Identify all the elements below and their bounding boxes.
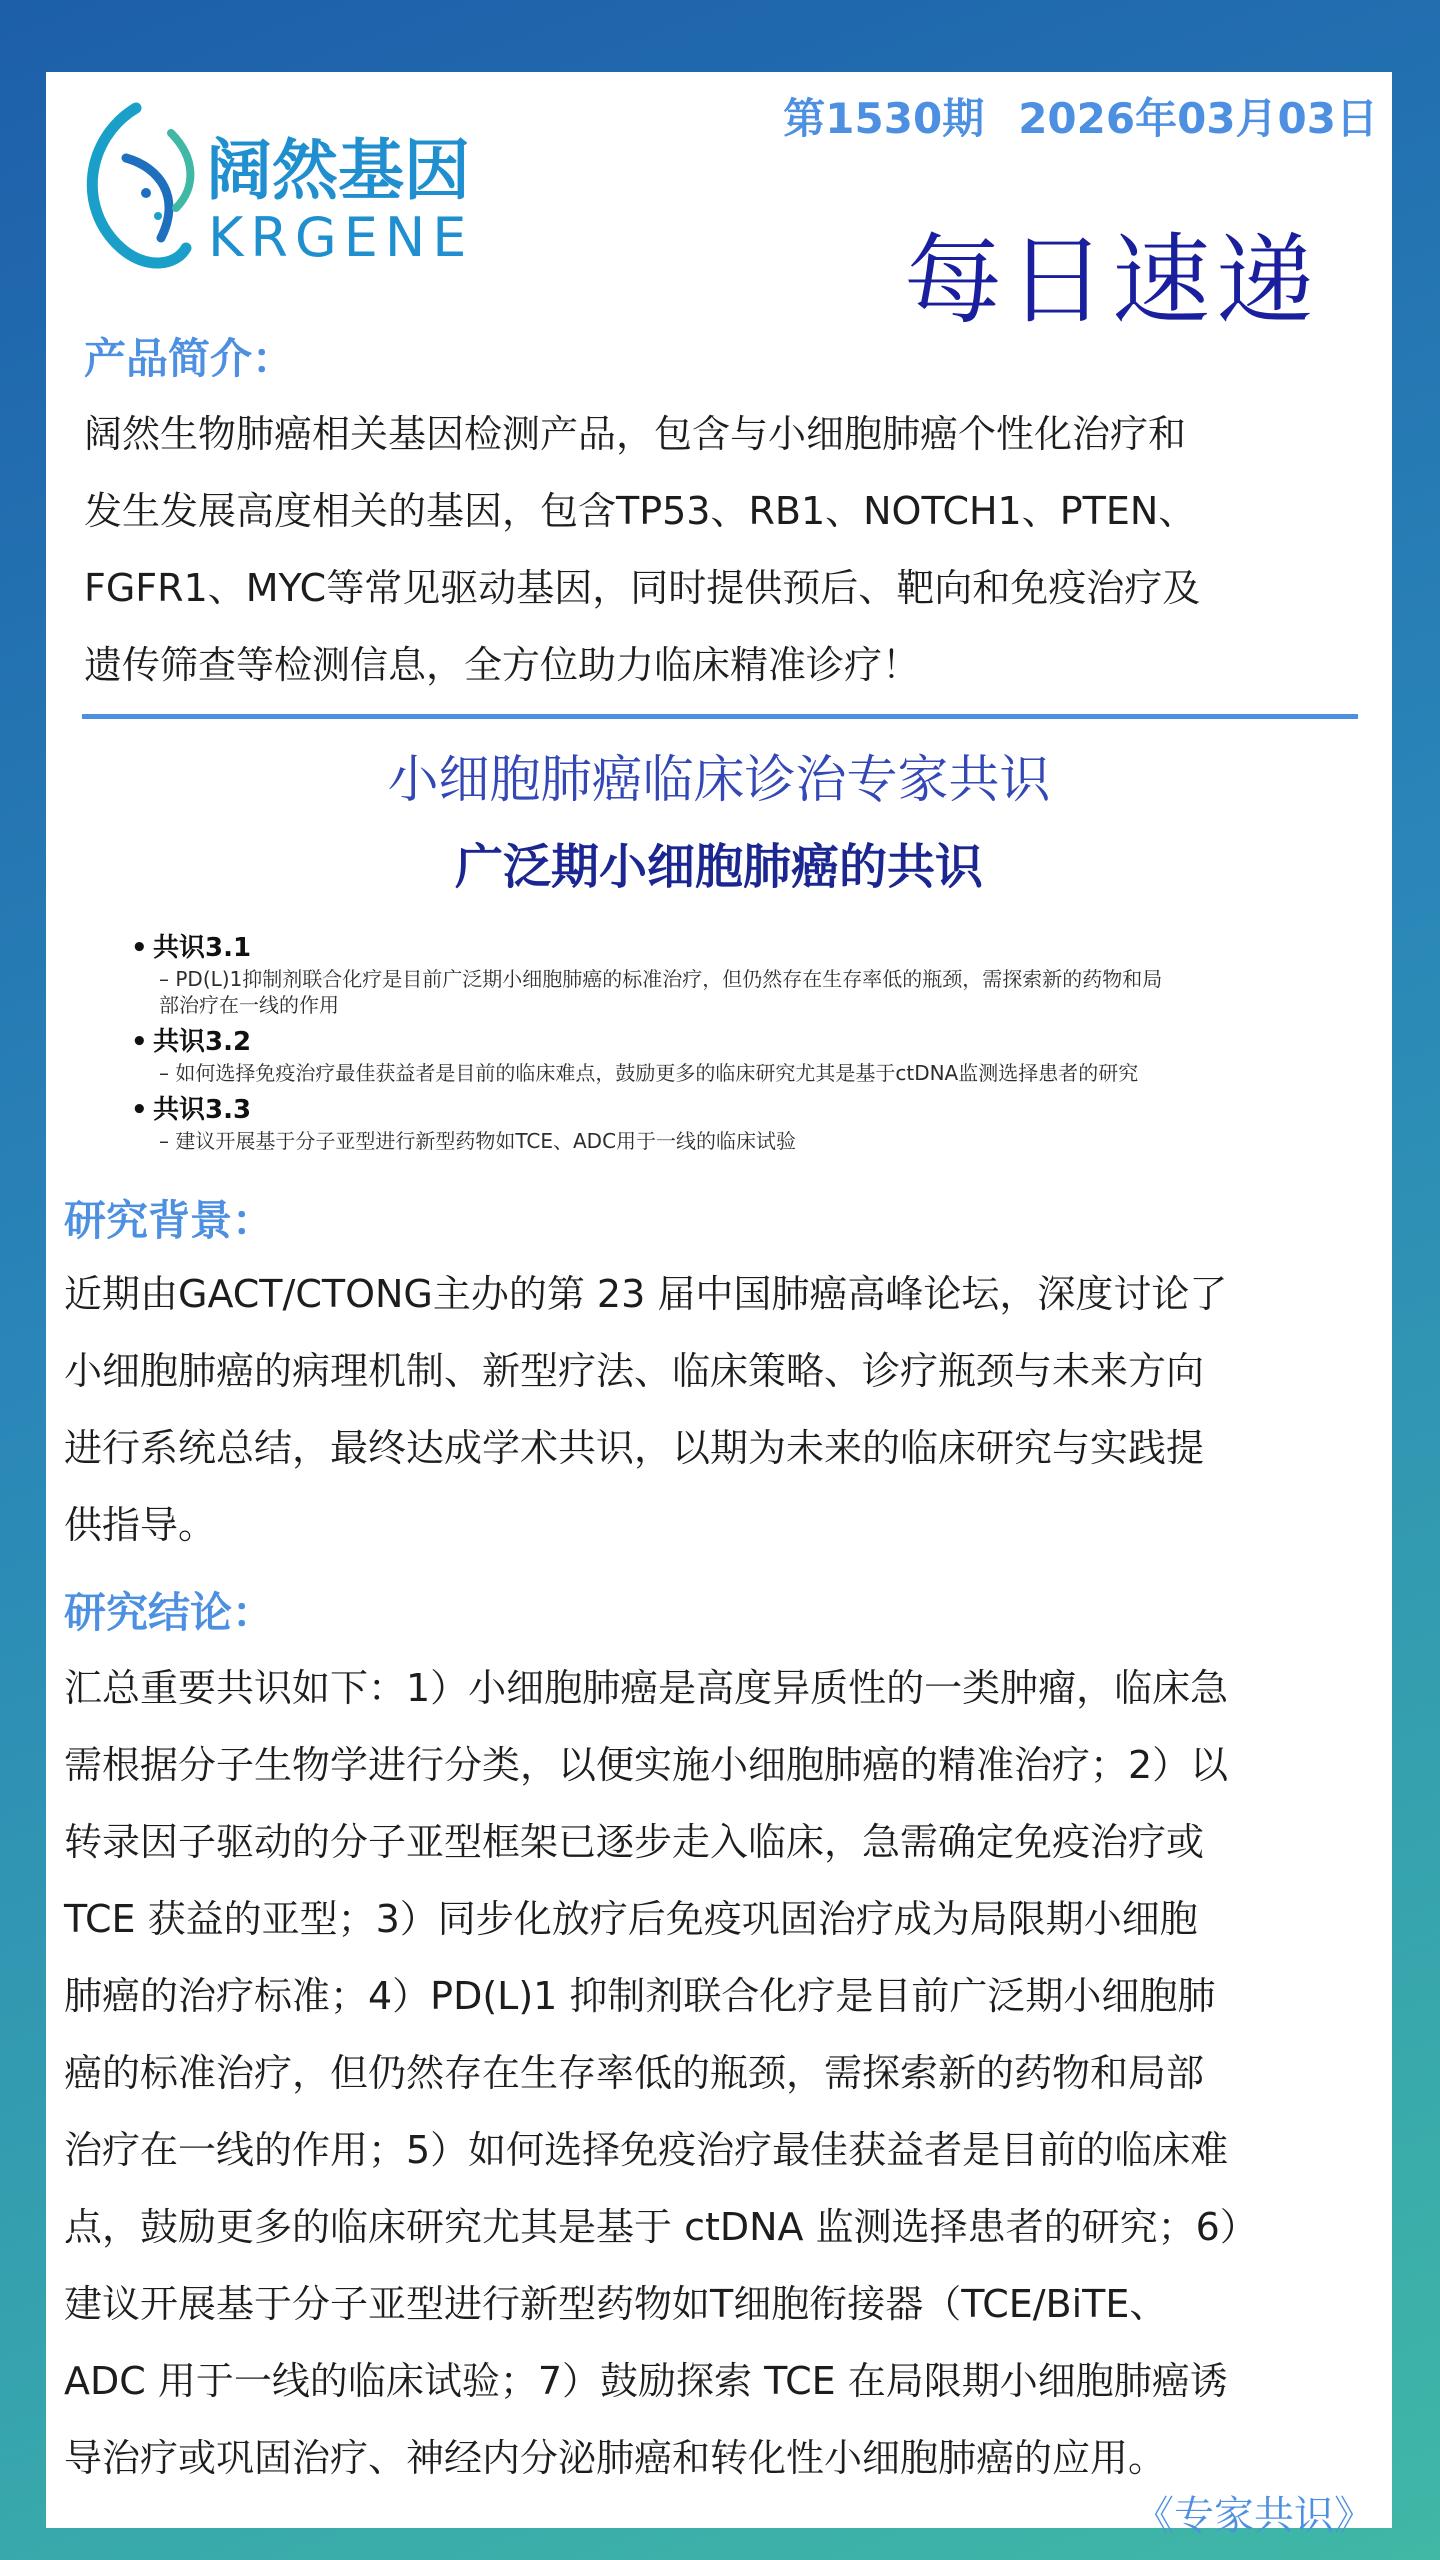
issue-info [783,86,1378,146]
intro-line: FGFR1、MYC等常见驱动基因，同时提供预后、靶向和免疫治疗及 [84,566,1201,610]
conclusion-line: 建议开展基于分子亚型进行新型药物如T细胞衔接器（TCE/BiTE、 [64,2282,1168,2326]
bullet-icon: • [131,933,148,963]
background-line: 供指导。 [64,1503,217,1547]
logo-en-text: KRGENE [208,206,474,269]
conclusion-line: 癌的标准治疗，但仍然存在生存率低的瓶颈，需探索新的药物和局部 [64,2051,1205,2095]
issue-number: 第1530期 [783,94,985,143]
consensus-subtitle: 广泛期小细胞肺癌的共识 [454,839,983,895]
section-divider [82,714,1358,719]
conclusion-line: 汇总重要共识如下：1）小细胞肺癌是高度异质性的一类肿瘤，临床急 [64,1666,1229,1710]
source-label: 《专家共识》 [1134,2493,1374,2539]
conclusion-line: 转录因子驱动的分子亚型框架已逐步走入临床，急需确定免疫治疗或 [64,1820,1205,1864]
consensus-list [131,930,1331,1160]
intro-paragraph [84,396,1200,704]
consensus-item-text: 部治疗在一线的作用 [159,993,339,1017]
intro-line: 遗传筛查等检测信息，全方位助力临床精准诊疗！ [84,643,921,687]
background-paragraph [64,1256,1227,1564]
bullet-icon: • [131,1027,148,1057]
consensus-item-text: – 如何选择免疫治疗最佳获益者是目前的临床难点，鼓励更多的临床研究尤其是基于ctDNA监测选择患者的研究 [159,1061,1139,1085]
conclusion-paragraph [64,1650,1258,2497]
consensus-item-text: – 建议开展基于分子亚型进行新型药物如TCE、ADC用于一线的临床试验 [159,1129,797,1153]
conclusion-heading: 研究结论： [64,1588,275,1637]
newsletter-card [46,72,1392,2539]
conclusion-line: 治疗在一线的作用；5）如何选择免疫治疗最佳获益者是目前的临床难 [64,2128,1229,2172]
background-line: 进行系统总结，最终达成学术共识，以期为未来的临床研究与实践提 [64,1426,1205,1470]
conclusion-line: TCE 获益的亚型；3）同步化放疗后免疫巩固治疗成为局限期小细胞 [64,1897,1198,1941]
intro-line: 阔然生物肺癌相关基因检测产品，包含与小细胞肺癌个性化治疗和 [84,412,1187,456]
consensus-item-title: 共识3.2 [153,1027,252,1057]
conclusion-line: 需根据分子生物学进行分类，以便实施小细胞肺癌的精准治疗；2）以 [64,1743,1229,1787]
issue-date: 2026年03月03日 [1018,94,1378,143]
logo-cn-text: 阔然基因 [206,132,470,209]
background-line: 近期由GACT/CTONG主办的第 23 届中国肺癌高峰论坛，深度讨论了 [64,1272,1228,1316]
consensus-item-title: 共识3.3 [153,1095,252,1125]
consensus-item-text: – PD(L)1抑制剂联合化疗是目前广泛期小细胞肺癌的标准治疗，但仍然存在生存率低的瓶颈，需探索新的药物和局 [159,967,1163,991]
consensus-item-title: 共识3.1 [153,933,252,963]
page-title: 每日速递 [903,224,1320,338]
background-line: 小细胞肺癌的病理机制、新型疗法、临床策略、诊疗瓶颈与未来方向 [64,1349,1205,1393]
bullet-icon: • [131,1095,148,1125]
conclusion-line: 点，鼓励更多的临床研究尤其是基于 ctDNA 监测选择患者的研究；6） [64,2205,1258,2249]
consensus-item [131,1092,1331,1154]
consensus-item [131,930,1331,1018]
consensus-item [131,1024,1331,1086]
conclusion-line: 肺癌的治疗标准；4）PD(L)1 抑制剂联合化疗是目前广泛期小细胞肺 [64,1974,1216,2018]
intro-heading: 产品简介： [84,334,295,383]
background-heading: 研究背景： [64,1196,275,1245]
conclusion-line: ADC 用于一线的临床试验；7）鼓励探索 TCE 在局限期小细胞肺癌诱 [64,2359,1228,2403]
conclusion-line: 导治疗或巩固治疗、神经内分泌肺癌和转化性小细胞肺癌的应用。 [64,2436,1167,2480]
consensus-title: 小细胞肺癌临床诊治专家共识 [387,751,1051,810]
intro-line: 发生发展高度相关的基因，包含TP53、RB1、NOTCH1、PTEN、 [84,489,1197,533]
krgene-logo [66,98,526,288]
dna-helix-icon [92,108,190,263]
